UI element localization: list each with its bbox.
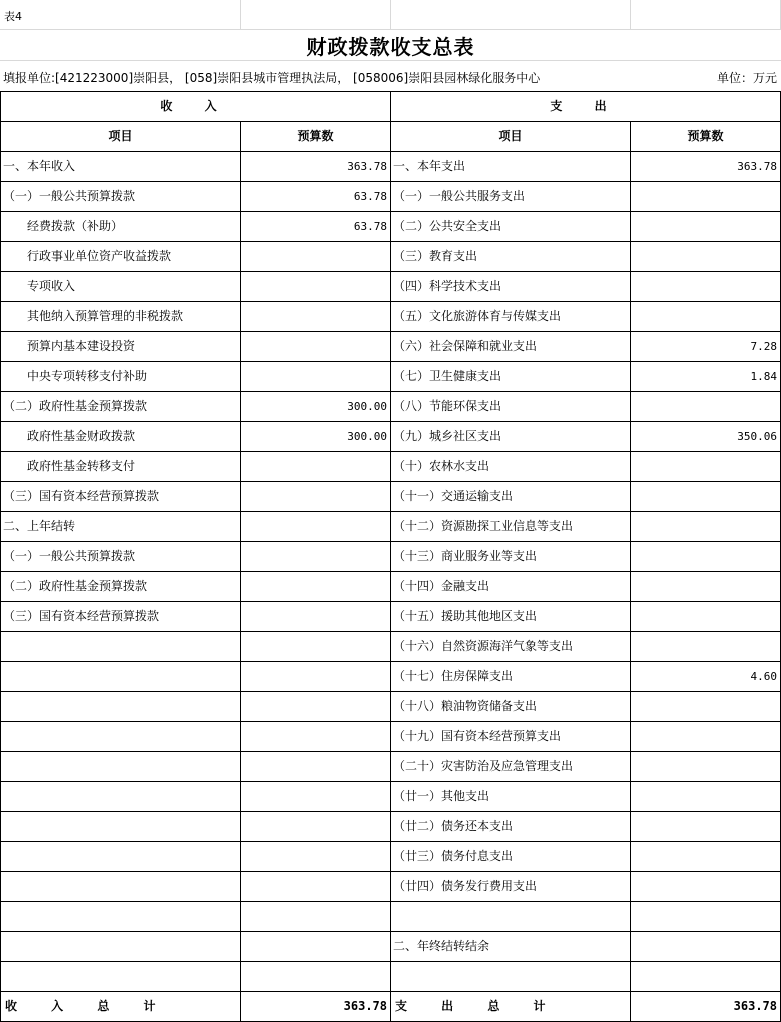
income-budget-cell: [241, 602, 391, 632]
income-budget-cell: [241, 662, 391, 692]
income-item-cell: [0, 692, 241, 722]
income-item-cell: [0, 782, 241, 812]
expense-total-label: 支 出 总 计: [391, 992, 631, 1022]
table-row: [0, 662, 781, 692]
table-row: [0, 752, 781, 782]
income-section-header: 收 入: [0, 92, 391, 122]
income-budget-cell: [241, 812, 391, 842]
currency-unit: 单位：万元: [716, 71, 777, 85]
expense-total-value: 363.78: [631, 992, 781, 1022]
expense-budget-cell: [631, 542, 781, 572]
empty-cell: [391, 0, 631, 30]
income-item-cell: （一）一般公共预算拨款: [0, 182, 241, 212]
table-row: [0, 482, 781, 512]
table-row: [0, 152, 781, 182]
income-item-cell: [0, 842, 241, 872]
table-row: [0, 182, 781, 212]
expense-item-cell: （廿三）债务付息支出: [391, 842, 631, 872]
table-row: [0, 872, 781, 902]
income-budget-cell: [241, 362, 391, 392]
income-item-cell: [0, 662, 241, 692]
expense-budget-cell: [631, 872, 781, 902]
expense-budget-cell: [631, 452, 781, 482]
income-item-cell: 中央专项转移支付补助: [0, 362, 241, 392]
table-body: [0, 152, 781, 992]
table-row: [0, 842, 781, 872]
expense-item-cell: 一、本年支出: [391, 152, 631, 182]
income-budget-cell: [241, 782, 391, 812]
expense-budget-cell: [631, 722, 781, 752]
expense-budget-cell: [631, 692, 781, 722]
table-row: [0, 572, 781, 602]
expense-budget-cell: [631, 632, 781, 662]
expense-item-cell: （二十）灾害防治及应急管理支出: [391, 752, 631, 782]
income-item-cell: [0, 872, 241, 902]
income-budget-cell: [241, 962, 391, 992]
income-budget-cell: [241, 872, 391, 902]
expense-item-cell: [391, 902, 631, 932]
income-budget-cell: [241, 572, 391, 602]
expense-item-cell: （七）卫生健康支出: [391, 362, 631, 392]
table-row: [0, 392, 781, 422]
income-budget-cell: [241, 302, 391, 332]
income-item-cell: [0, 962, 241, 992]
income-budget-cell: [241, 452, 391, 482]
income-item-cell: （三）国有资本经营预算拨款: [0, 602, 241, 632]
expense-item-cell: （十三）商业服务业等支出: [391, 542, 631, 572]
expense-item-cell: （一）一般公共服务支出: [391, 182, 631, 212]
income-budget-cell: [241, 722, 391, 752]
expense-budget-header: 预算数: [631, 122, 781, 152]
table-row: [0, 542, 781, 572]
income-item-header: 项目: [0, 122, 241, 152]
expense-budget-cell: [631, 602, 781, 632]
table-row: [0, 602, 781, 632]
expense-budget-cell: [631, 512, 781, 542]
expense-item-header: 项目: [391, 122, 631, 152]
income-budget-cell: 63.78: [241, 212, 391, 242]
income-item-cell: 其他纳入预算管理的非税拨款: [0, 302, 241, 332]
expense-budget-cell: [631, 212, 781, 242]
expense-item-cell: （十九）国有资本经营预算支出: [391, 722, 631, 752]
expense-item-cell: （六）社会保障和就业支出: [391, 332, 631, 362]
table-row: [0, 272, 781, 302]
expense-item-cell: （二）公共安全支出: [391, 212, 631, 242]
expense-item-cell: （廿四）债务发行费用支出: [391, 872, 631, 902]
expense-item-cell: （廿二）债务还本支出: [391, 812, 631, 842]
expense-item-cell: （十二）资源勘探工业信息等支出: [391, 512, 631, 542]
expense-budget-cell: 1.84: [631, 362, 781, 392]
reporting-unit: 填报单位:[421223000]崇阳县， [058]崇阳县城市管理执法局， [058006]崇阳县园林绿化服务中心: [3, 71, 541, 85]
income-budget-cell: [241, 332, 391, 362]
table-row: [0, 242, 781, 272]
expense-budget-cell: [631, 272, 781, 302]
expense-item-cell: （五）文化旅游体育与传媒支出: [391, 302, 631, 332]
income-budget-cell: 300.00: [241, 392, 391, 422]
expense-budget-cell: 7.28: [631, 332, 781, 362]
income-budget-cell: 300.00: [241, 422, 391, 452]
income-item-cell: [0, 902, 241, 932]
expense-budget-cell: [631, 482, 781, 512]
table-row: [0, 332, 781, 362]
income-budget-cell: [241, 932, 391, 962]
expense-budget-cell: [631, 302, 781, 332]
income-item-cell: [0, 932, 241, 962]
table-row: [0, 362, 781, 392]
page-title: 财政拨款收支总表: [0, 31, 781, 61]
empty-cell: [241, 0, 391, 30]
income-item-cell: 经费拨款（补助）: [0, 212, 241, 242]
income-item-cell: （二）政府性基金预算拨款: [0, 572, 241, 602]
income-item-cell: [0, 722, 241, 752]
expense-item-cell: （八）节能环保支出: [391, 392, 631, 422]
table-row: [0, 782, 781, 812]
income-budget-cell: [241, 692, 391, 722]
income-budget-cell: [241, 512, 391, 542]
income-item-cell: 二、上年结转: [0, 512, 241, 542]
expense-budget-cell: [631, 242, 781, 272]
income-budget-header: 预算数: [241, 122, 391, 152]
income-budget-cell: [241, 902, 391, 932]
expense-item-cell: [391, 962, 631, 992]
table-row: [0, 512, 781, 542]
expense-item-cell: 二、年终结转结余: [391, 932, 631, 962]
expense-item-cell: （十六）自然资源海洋气象等支出: [391, 632, 631, 662]
income-total-value: 363.78: [241, 992, 391, 1022]
table-row: [0, 452, 781, 482]
expense-item-cell: （十五）援助其他地区支出: [391, 602, 631, 632]
expense-budget-cell: [631, 812, 781, 842]
table-row: [0, 902, 781, 932]
expense-budget-cell: [631, 392, 781, 422]
expense-item-cell: （廿一）其他支出: [391, 782, 631, 812]
income-item-cell: 政府性基金转移支付: [0, 452, 241, 482]
expense-budget-cell: [631, 182, 781, 212]
expense-item-cell: （九）城乡社区支出: [391, 422, 631, 452]
section-header-row: [0, 92, 781, 122]
totals-row: [0, 992, 781, 1022]
income-budget-cell: [241, 482, 391, 512]
income-budget-cell: [241, 542, 391, 572]
expense-budget-cell: [631, 932, 781, 962]
expense-budget-cell: [631, 752, 781, 782]
income-item-cell: 专项收入: [0, 272, 241, 302]
expense-item-cell: （十七）住房保障支出: [391, 662, 631, 692]
income-total-label: 收 入 总 计: [0, 992, 241, 1022]
table-row: [0, 692, 781, 722]
table-row: [0, 632, 781, 662]
table-row: [0, 422, 781, 452]
income-budget-cell: [241, 272, 391, 302]
expense-budget-cell: [631, 902, 781, 932]
expense-item-cell: （十四）金融支出: [391, 572, 631, 602]
income-item-cell: 预算内基本建设投资: [0, 332, 241, 362]
expense-item-cell: （四）科学技术支出: [391, 272, 631, 302]
income-item-cell: 行政事业单位资产收益拨款: [0, 242, 241, 272]
expense-item-cell: （十八）粮油物资储备支出: [391, 692, 631, 722]
expense-budget-cell: 350.06: [631, 422, 781, 452]
table-row: [0, 932, 781, 962]
income-item-cell: [0, 632, 241, 662]
income-item-cell: （二）政府性基金预算拨款: [0, 392, 241, 422]
income-budget-cell: [241, 242, 391, 272]
expense-budget-cell: [631, 962, 781, 992]
expense-budget-cell: [631, 572, 781, 602]
income-item-cell: 政府性基金财政拨款: [0, 422, 241, 452]
income-budget-cell: [241, 752, 391, 782]
expense-budget-cell: [631, 842, 781, 872]
income-budget-cell: 63.78: [241, 182, 391, 212]
table-row: [0, 722, 781, 752]
expense-budget-cell: 4.60: [631, 662, 781, 692]
income-budget-cell: [241, 632, 391, 662]
table-number: 表4: [0, 0, 241, 30]
table-row: [0, 812, 781, 842]
income-item-cell: 一、本年收入: [0, 152, 241, 182]
income-item-cell: [0, 752, 241, 782]
income-item-cell: （一）一般公共预算拨款: [0, 542, 241, 572]
income-item-cell: [0, 812, 241, 842]
empty-cell: [631, 0, 781, 30]
table-row: [0, 962, 781, 992]
income-budget-cell: 363.78: [241, 152, 391, 182]
income-item-cell: （三）国有资本经营预算拨款: [0, 482, 241, 512]
expense-budget-cell: [631, 782, 781, 812]
info-row: [0, 61, 781, 91]
table-row: [0, 212, 781, 242]
budget-table: [0, 91, 781, 1022]
expense-section-header: 支 出: [391, 92, 781, 122]
expense-item-cell: （三）教育支出: [391, 242, 631, 272]
expense-item-cell: （十）农林水支出: [391, 452, 631, 482]
expense-item-cell: （十一）交通运输支出: [391, 482, 631, 512]
expense-budget-cell: 363.78: [631, 152, 781, 182]
income-budget-cell: [241, 842, 391, 872]
column-header-row: [0, 122, 781, 152]
sheet-top-row: [0, 0, 781, 30]
table-row: [0, 302, 781, 332]
